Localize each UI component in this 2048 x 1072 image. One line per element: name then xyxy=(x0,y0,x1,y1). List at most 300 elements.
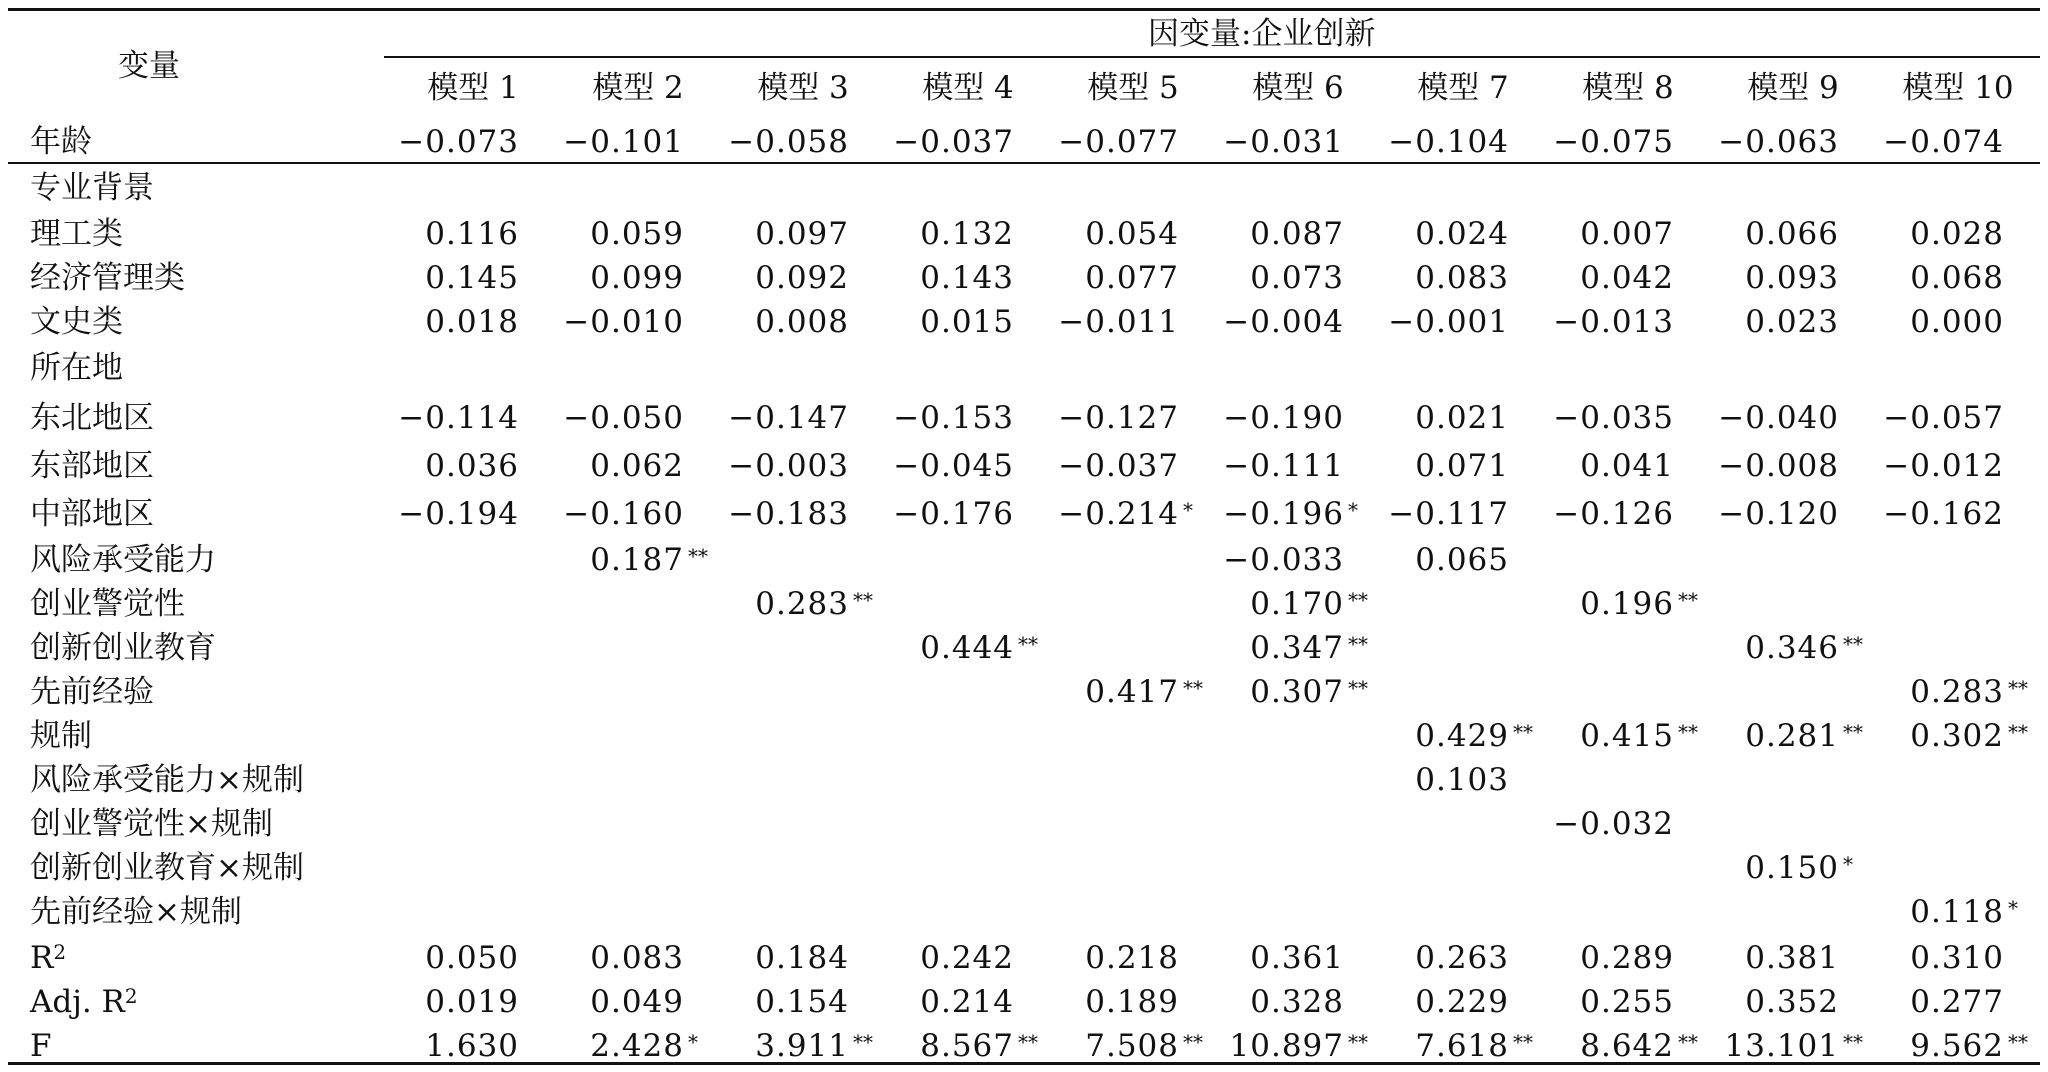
table-cell xyxy=(1883,396,2038,440)
table-cell xyxy=(728,444,883,488)
cell-value: −0.196 xyxy=(1223,496,1344,532)
cell-value: 0.036 xyxy=(425,448,519,484)
table-cell xyxy=(893,444,1048,488)
table-cell xyxy=(1250,936,1378,980)
cell-value: −0.104 xyxy=(1388,124,1509,160)
table-cell xyxy=(398,492,553,536)
table-cell xyxy=(1553,802,1708,846)
table-cell xyxy=(398,120,553,164)
table-cell xyxy=(893,396,1048,440)
cell-value: 0.429 xyxy=(1415,718,1509,754)
cell-value: 0.184 xyxy=(755,940,849,976)
table-cell xyxy=(1718,492,1873,536)
row-label xyxy=(30,890,242,934)
cell-value: 0.132 xyxy=(920,216,1014,252)
row-label xyxy=(30,166,154,210)
cell-value: 0.018 xyxy=(425,304,519,340)
cell-value: 0.307 xyxy=(1250,674,1344,710)
table-cell xyxy=(1415,936,1543,980)
cell-value: 0.218 xyxy=(1085,940,1179,976)
significance-stars: ** xyxy=(1843,632,1863,656)
cell-value: −0.045 xyxy=(893,448,1014,484)
cell-value: 0.116 xyxy=(425,216,519,252)
table-cell xyxy=(1250,256,1378,300)
cell-value: −0.001 xyxy=(1388,304,1509,340)
table-cell xyxy=(425,444,553,488)
row-label-text: 创新创业教育×规制 xyxy=(30,850,304,886)
model-header-10: 模型 10 xyxy=(1902,70,2014,106)
cell-value: −0.162 xyxy=(1883,496,2004,532)
cell-value: −0.214 xyxy=(1058,496,1179,532)
row-label-text: 所在地 xyxy=(30,350,123,386)
cell-value: −0.074 xyxy=(1883,124,2004,160)
table-cell xyxy=(1085,980,1213,1024)
table-cell xyxy=(1085,936,1213,980)
dependent-variable-header: 因变量:企业创新 xyxy=(1148,16,1376,52)
cell-value: 7.508 xyxy=(1085,1028,1179,1064)
model-header-1: 模型 1 xyxy=(427,70,519,106)
row-label xyxy=(30,256,185,300)
cell-value: 8.642 xyxy=(1580,1028,1674,1064)
row-label xyxy=(30,396,154,440)
table-cell xyxy=(1250,670,1378,714)
table-cell xyxy=(1223,396,1378,440)
table-cell xyxy=(1223,538,1378,582)
table-cell xyxy=(1883,444,2038,488)
cell-value: 0.255 xyxy=(1580,984,1674,1020)
row-label-text: 创新创业教育 xyxy=(30,630,216,666)
table-cell xyxy=(1058,396,1213,440)
cell-value: −0.073 xyxy=(398,124,519,160)
significance-stars: ** xyxy=(1678,1030,1698,1054)
cell-value: 0.103 xyxy=(1415,762,1509,798)
significance-stars: * xyxy=(688,1030,698,1054)
significance-stars: ** xyxy=(1843,1030,1863,1054)
cell-value: 0.008 xyxy=(755,304,849,340)
table-cell xyxy=(1085,1024,1213,1068)
table-cell xyxy=(1250,582,1378,626)
cell-value: −0.011 xyxy=(1058,304,1179,340)
cell-value: 0.077 xyxy=(1085,260,1179,296)
cell-value: 2.428 xyxy=(590,1028,684,1064)
table-cell xyxy=(563,300,718,344)
cell-value: 0.347 xyxy=(1250,630,1344,666)
cell-value: 0.263 xyxy=(1415,940,1509,976)
row-label xyxy=(30,980,138,1024)
cell-value: 0.000 xyxy=(1910,304,2004,340)
table-cell xyxy=(920,1024,1048,1068)
cell-value: 0.087 xyxy=(1250,216,1344,252)
cell-value: 3.911 xyxy=(755,1028,849,1064)
table-cell xyxy=(728,396,883,440)
table-cell xyxy=(1910,256,2038,300)
superscript: 2 xyxy=(124,984,138,1008)
table-cell xyxy=(1250,626,1378,670)
model-header-7: 模型 7 xyxy=(1417,70,1509,106)
cell-value: −0.160 xyxy=(563,496,684,532)
table-cell xyxy=(1580,444,1708,488)
table-cell xyxy=(590,212,718,256)
table-cell xyxy=(425,1024,553,1068)
cell-value: 0.154 xyxy=(755,984,849,1020)
cell-value: −0.058 xyxy=(728,124,849,160)
significance-stars: * xyxy=(1183,498,1193,522)
cell-value: 0.083 xyxy=(590,940,684,976)
cell-value: 0.346 xyxy=(1745,630,1839,666)
table-cell xyxy=(1580,582,1708,626)
table-cell xyxy=(755,1024,883,1068)
variable-column-header: 变量 xyxy=(118,48,180,84)
cell-value: −0.008 xyxy=(1718,448,1839,484)
cell-value: 0.059 xyxy=(590,216,684,252)
cell-value: 0.283 xyxy=(1910,674,2004,710)
cell-value: 0.092 xyxy=(755,260,849,296)
table-cell xyxy=(1085,212,1213,256)
row-label-text: Adj. R xyxy=(30,984,125,1020)
table-cell xyxy=(1415,1024,1543,1068)
row-label-text: 文史类 xyxy=(30,304,123,340)
table-cell xyxy=(893,120,1048,164)
table-cell xyxy=(1745,936,1873,980)
table-cell xyxy=(1388,120,1543,164)
cell-value: 0.042 xyxy=(1580,260,1674,296)
table-cell xyxy=(425,212,553,256)
cell-value: −0.032 xyxy=(1553,806,1674,842)
significance-stars: ** xyxy=(1018,1030,1038,1054)
table-cell xyxy=(755,936,883,980)
significance-stars: ** xyxy=(1183,1030,1203,1054)
cell-value: 10.897 xyxy=(1229,1028,1344,1064)
cell-value: −0.147 xyxy=(728,400,849,436)
table-cell xyxy=(1223,120,1378,164)
table-cell xyxy=(398,396,553,440)
cell-value: 9.562 xyxy=(1910,1028,2004,1064)
row-label-text: 先前经验×规制 xyxy=(30,894,242,930)
row-label xyxy=(30,758,304,802)
cell-value: 0.415 xyxy=(1580,718,1674,754)
cell-value: 0.281 xyxy=(1745,718,1839,754)
cell-value: −0.040 xyxy=(1718,400,1839,436)
row-label xyxy=(30,802,273,846)
table-cell xyxy=(1415,256,1543,300)
table-cell xyxy=(1745,256,1873,300)
cell-value: 0.054 xyxy=(1085,216,1179,252)
cell-value: −0.114 xyxy=(398,400,519,436)
table-cell xyxy=(1910,670,2038,714)
model-header-3: 模型 3 xyxy=(757,70,849,106)
table-cell xyxy=(1415,758,1543,802)
row-label-text: R xyxy=(30,940,54,976)
table-cell xyxy=(425,256,553,300)
significance-stars: ** xyxy=(1018,632,1038,656)
cell-value: 0.007 xyxy=(1580,216,1674,252)
table-cell xyxy=(590,936,718,980)
cell-value: −0.010 xyxy=(563,304,684,340)
cell-value: 0.289 xyxy=(1580,940,1674,976)
significance-stars: ** xyxy=(2008,676,2028,700)
cell-value: −0.101 xyxy=(563,124,684,160)
table-cell xyxy=(590,1024,718,1068)
row-label xyxy=(30,936,66,980)
table-cell xyxy=(1388,300,1543,344)
cell-value: 13.101 xyxy=(1724,1028,1839,1064)
row-label xyxy=(30,714,92,758)
cell-value: 0.023 xyxy=(1745,304,1839,340)
significance-stars: ** xyxy=(1348,632,1368,656)
table-cell xyxy=(1058,492,1213,536)
table-cell xyxy=(755,300,883,344)
significance-stars: ** xyxy=(1843,720,1863,744)
cell-value: 0.143 xyxy=(920,260,1014,296)
cell-value: −0.183 xyxy=(728,496,849,532)
table-cell xyxy=(1415,980,1543,1024)
table-cell xyxy=(1553,300,1708,344)
row-label xyxy=(30,492,154,536)
table-cell xyxy=(1388,492,1543,536)
significance-stars: ** xyxy=(853,588,873,612)
table-cell xyxy=(590,256,718,300)
row-label xyxy=(30,444,154,488)
cell-value: −0.126 xyxy=(1553,496,1674,532)
cell-value: 0.071 xyxy=(1415,448,1509,484)
row-label xyxy=(30,846,304,890)
significance-stars: ** xyxy=(1513,1030,1533,1054)
table-cell xyxy=(1725,1024,1873,1068)
table-cell xyxy=(1745,212,1873,256)
row-label-text: 中部地区 xyxy=(30,496,154,532)
cell-value: 0.083 xyxy=(1415,260,1509,296)
significance-stars: ** xyxy=(1348,676,1368,700)
row-label-text: 创业警觉性×规制 xyxy=(30,806,273,842)
table-cell xyxy=(1745,714,1873,758)
table-cell xyxy=(893,492,1048,536)
significance-stars: ** xyxy=(2008,720,2028,744)
table-cell xyxy=(1910,714,2038,758)
table-cell xyxy=(1415,444,1543,488)
model-header-5: 模型 5 xyxy=(1087,70,1179,106)
cell-value: −0.075 xyxy=(1553,124,1674,160)
table-cell xyxy=(1910,300,2038,344)
cell-value: 0.073 xyxy=(1250,260,1344,296)
cell-value: 0.381 xyxy=(1745,940,1839,976)
cell-value: 0.118 xyxy=(1910,894,2004,930)
cell-value: 0.068 xyxy=(1910,260,2004,296)
model-header-4: 模型 4 xyxy=(922,70,1014,106)
cell-value: −0.063 xyxy=(1718,124,1839,160)
row-label-text: 风险承受能力×规制 xyxy=(30,762,304,798)
table-cell xyxy=(1223,444,1378,488)
table-cell xyxy=(1718,120,1873,164)
table-cell xyxy=(1223,492,1378,536)
row-label-text: 经济管理类 xyxy=(30,260,185,296)
table-cell xyxy=(1580,980,1708,1024)
table-cell xyxy=(1415,538,1543,582)
table-cell xyxy=(755,980,883,1024)
significance-stars: ** xyxy=(853,1030,873,1054)
significance-stars: ** xyxy=(2008,1030,2028,1054)
table-cell xyxy=(1058,300,1213,344)
cell-value: 0.041 xyxy=(1580,448,1674,484)
significance-stars: * xyxy=(1843,852,1853,876)
cell-value: −0.194 xyxy=(398,496,519,532)
row-label-text: 理工类 xyxy=(30,216,123,252)
table-cell xyxy=(1058,444,1213,488)
cell-value: 0.229 xyxy=(1415,984,1509,1020)
table-cell xyxy=(425,300,553,344)
table-cell xyxy=(1718,444,1873,488)
cell-value: 0.093 xyxy=(1745,260,1839,296)
cell-value: −0.033 xyxy=(1223,542,1344,578)
table-cell xyxy=(755,582,883,626)
row-label xyxy=(30,670,154,714)
row-label xyxy=(30,582,185,626)
cell-value: 0.066 xyxy=(1745,216,1839,252)
cell-value: 0.019 xyxy=(425,984,519,1020)
table-cell xyxy=(1910,980,2038,1024)
row-label-text: F xyxy=(30,1028,52,1064)
table-cell xyxy=(1058,120,1213,164)
table-cell xyxy=(1415,212,1543,256)
table-cell xyxy=(1553,492,1708,536)
regression-table xyxy=(8,8,2040,1064)
table-cell xyxy=(920,980,1048,1024)
table-cell xyxy=(1745,300,1873,344)
table-cell xyxy=(728,120,883,164)
cell-value: 0.242 xyxy=(920,940,1014,976)
table-cell xyxy=(563,492,718,536)
table-cell xyxy=(1883,120,2038,164)
significance-stars: ** xyxy=(1183,676,1203,700)
cell-value: 0.214 xyxy=(920,984,1014,1020)
cell-value: −0.003 xyxy=(728,448,849,484)
cell-value: 0.050 xyxy=(425,940,519,976)
row-label-text: 年龄 xyxy=(30,124,92,160)
cell-value: 1.630 xyxy=(425,1028,519,1064)
model-header-2: 模型 2 xyxy=(592,70,684,106)
row-label-text: 风险承受能力 xyxy=(30,542,216,578)
row-label-text: 东部地区 xyxy=(30,448,154,484)
table-cell xyxy=(1580,256,1708,300)
table-cell xyxy=(920,256,1048,300)
model-header-8: 模型 8 xyxy=(1582,70,1674,106)
table-cell xyxy=(1223,300,1378,344)
cell-value: 0.097 xyxy=(755,216,849,252)
cell-value: 0.028 xyxy=(1910,216,2004,252)
significance-stars: * xyxy=(1348,498,1358,522)
row-label xyxy=(30,212,123,256)
cell-value: −0.176 xyxy=(893,496,1014,532)
row-label-text: 专业背景 xyxy=(30,170,154,206)
table-cell xyxy=(1910,1024,2038,1068)
cell-value: −0.037 xyxy=(893,124,1014,160)
table-cell xyxy=(563,396,718,440)
significance-stars: ** xyxy=(1348,588,1368,612)
row-label xyxy=(30,120,92,164)
cell-value: 0.150 xyxy=(1745,850,1839,886)
table-cell xyxy=(755,256,883,300)
cell-value: 0.024 xyxy=(1415,216,1509,252)
top-rule xyxy=(8,8,2040,11)
model-header-6: 模型 6 xyxy=(1252,70,1344,106)
table-cell xyxy=(1085,256,1213,300)
cell-value: 0.361 xyxy=(1250,940,1344,976)
table-cell xyxy=(728,492,883,536)
table-cell xyxy=(1718,396,1873,440)
header-sub-rule xyxy=(384,56,2040,58)
significance-stars: ** xyxy=(688,544,708,568)
table-cell xyxy=(1415,714,1543,758)
cell-value: 0.277 xyxy=(1910,984,2004,1020)
table-cell xyxy=(1745,846,1873,890)
row-label-text: 规制 xyxy=(30,718,92,754)
cell-value: 8.567 xyxy=(920,1028,1014,1064)
table-cell xyxy=(1883,492,2038,536)
cell-value: 0.352 xyxy=(1745,984,1839,1020)
superscript: 2 xyxy=(53,940,67,964)
table-cell xyxy=(590,538,718,582)
cell-value: 0.170 xyxy=(1250,586,1344,622)
table-cell xyxy=(1580,212,1708,256)
cell-value: 0.328 xyxy=(1250,984,1344,1020)
table-cell xyxy=(1580,714,1708,758)
cell-value: −0.120 xyxy=(1718,496,1839,532)
table-cell xyxy=(1745,980,1873,1024)
cell-value: 0.189 xyxy=(1085,984,1179,1020)
cell-value: 0.283 xyxy=(755,586,849,622)
significance-stars: ** xyxy=(1678,588,1698,612)
cell-value: −0.050 xyxy=(563,400,684,436)
significance-stars: ** xyxy=(1348,1030,1368,1054)
cell-value: 0.302 xyxy=(1910,718,2004,754)
table-cell xyxy=(920,936,1048,980)
table-cell xyxy=(920,212,1048,256)
cell-value: −0.153 xyxy=(893,400,1014,436)
cell-value: −0.117 xyxy=(1388,496,1509,532)
table-cell xyxy=(590,980,718,1024)
row-label-text: 创业警觉性 xyxy=(30,586,185,622)
table-cell xyxy=(1910,936,2038,980)
significance-stars: ** xyxy=(1513,720,1533,744)
row-label xyxy=(30,626,216,670)
cell-value: 0.021 xyxy=(1415,400,1509,436)
cell-value: −0.037 xyxy=(1058,448,1179,484)
cell-value: −0.111 xyxy=(1223,448,1344,484)
significance-stars: * xyxy=(2008,896,2018,920)
table-cell xyxy=(1580,1024,1708,1068)
cell-value: 7.618 xyxy=(1415,1028,1509,1064)
cell-value: 0.065 xyxy=(1415,542,1509,578)
table-cell xyxy=(920,300,1048,344)
cell-value: −0.190 xyxy=(1223,400,1344,436)
cell-value: 0.417 xyxy=(1085,674,1179,710)
cell-value: −0.004 xyxy=(1223,304,1344,340)
table-cell xyxy=(755,212,883,256)
table-cell xyxy=(590,444,718,488)
table-cell xyxy=(1250,212,1378,256)
cell-value: 0.145 xyxy=(425,260,519,296)
table-cell xyxy=(1553,396,1708,440)
row-label xyxy=(30,300,123,344)
table-cell xyxy=(1230,1024,1378,1068)
table-cell xyxy=(563,120,718,164)
table-cell xyxy=(1553,120,1708,164)
row-label xyxy=(30,538,216,582)
table-cell xyxy=(1415,396,1543,440)
row-label xyxy=(30,1024,52,1068)
table-cell xyxy=(1580,936,1708,980)
row-label-text: 先前经验 xyxy=(30,674,154,710)
significance-stars: ** xyxy=(1678,720,1698,744)
